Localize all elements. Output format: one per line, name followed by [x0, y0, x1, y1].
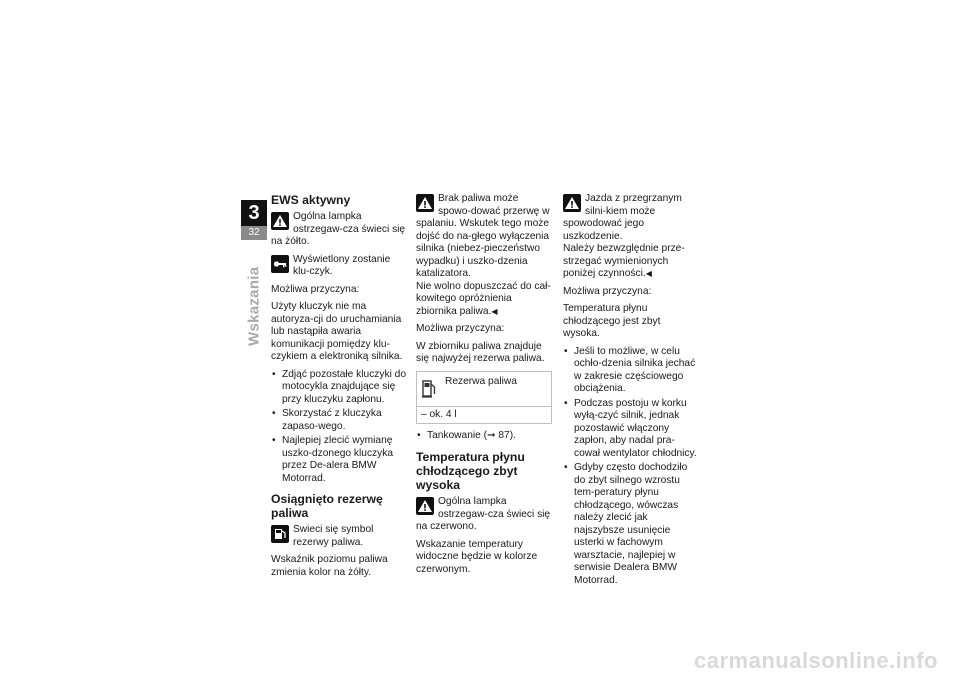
warning-block — [416, 193, 552, 281]
warning-block — [563, 193, 699, 243]
warning-text-2: Nie wolno dopuszczać do cał-kowitego opróżnienia zbiornika paliwa. ◀ — [416, 281, 552, 319]
dash-icon: – — [421, 408, 430, 420]
warning-triangle-icon — [271, 212, 289, 230]
page-number: 32 — [241, 226, 267, 240]
warning-text-2: Należy bezwzględnie prze-strzegać wymienionych poniżej czynności. ◀ — [563, 243, 699, 281]
list-item: • Skorzystać z kluczyka zapaso-wego. — [271, 408, 407, 433]
warning-triangle-icon — [416, 194, 434, 212]
chapter-label: Wskazania — [245, 266, 263, 346]
warning-text: Brak paliwa może spowo-dować przerwę w spalaniu. Wskutek tego może dojść do na-głego wyłączenia silnika (niebez-pieczeństwo wypadku) i uszko-dzenia katalizatora. — [416, 193, 550, 279]
heading-coolant: Temperatura płynu chłodzącego zbyt wysoka — [416, 450, 525, 492]
note-key — [271, 254, 407, 279]
chapter-tab — [241, 200, 267, 240]
chapter-number: 3 — [241, 200, 267, 226]
cause-text: Temperatura płynu chłodzącego jest zbyt wysoka. — [563, 303, 661, 339]
heading-ews: EWS aktywny — [271, 193, 351, 207]
note-text: Świeci się symbol rezerwy paliwa. — [293, 524, 374, 548]
note-text: Wyświetlony zostanie klu-czyk. — [293, 253, 391, 277]
fuel-reserve-table — [416, 371, 552, 424]
column-2 — [416, 193, 552, 581]
heading-fuel-reserve: Osiągnięto rezerwę paliwa — [271, 492, 383, 520]
note-fuel-symbol — [271, 524, 407, 549]
note-warning-light — [416, 496, 552, 534]
table-row — [417, 407, 551, 423]
list-item: • Podczas postoju w korku wyłą-czyć silnik, jednak pozostawić włączony zapłon, aby nadal pra-cował wentylator chłodnicy. — [563, 398, 699, 461]
paragraph: Wskazanie temperatury widoczne będzie w kolorze czerwonym. — [416, 538, 538, 575]
table-header-text: Rezerwa paliwa — [445, 375, 517, 387]
action-list — [416, 430, 552, 443]
paragraph: Wskaźnik poziomu paliwa zmienia kolor na żółty. — [271, 554, 388, 578]
table-header — [417, 372, 551, 407]
table-value: ok. 4 l — [429, 408, 457, 420]
list-item: • Gdyby często dochodziło do zbyt silnego wzrostu tem-peratury płynu chłodzącego, wówczas należy zlecić jak najszybsze usunięcie usterki w fachowym warsztacie, najlepiej w serwisie Dealera BMW Motorrad. — [563, 462, 699, 587]
cause-label: Możliwa przyczyna: — [271, 283, 360, 295]
cause-text: Użyty kluczyk nie ma autoryza-cji do uruchamiania lub nastąpiła awaria komunikacji pomiędzy klu-czykiem a elektroniką silnika. — [271, 301, 403, 362]
action-list — [563, 346, 699, 588]
cause-label: Możliwa przyczyna: — [563, 285, 652, 297]
warning-triangle-icon — [416, 497, 434, 515]
list-item: • Zdjąć pozostałe kluczyki do motocykla znajdujące się przy kluczyku zapłonu. — [271, 369, 407, 407]
column-1 — [271, 193, 407, 584]
note-text: Ogólna lampka ostrzegaw-cza świeci się na żółto. — [271, 211, 406, 247]
warning-triangle-icon — [563, 194, 581, 212]
list-item: • Jeśli to możliwe, w celu ochło-dzenia silnika jechać w zakresie częściowego obciążenia. — [563, 346, 699, 396]
warning-text: Jazda z przegrzanym silni-kiem może spowodować jego uszkodzenie. — [563, 193, 682, 242]
cause-label: Możliwa przyczyna: — [416, 323, 505, 334]
watermark: carmanualsonline.info — [694, 648, 938, 673]
note-warning-light — [271, 211, 407, 249]
list-item: • Tankowanie (➞ 87). — [416, 430, 552, 443]
fuel-pump-icon — [421, 378, 437, 400]
action-list — [271, 369, 407, 486]
cause-text: W zbiorniku paliwa znajduje się najwyżej rezerwa paliwa. — [416, 340, 545, 364]
list-item: • Najlepiej zlecić wymianę uszko-dzonego kluczyka przez De-alera BMW Motorrad. — [271, 435, 407, 485]
key-icon — [271, 255, 289, 273]
note-text: Ogólna lampka ostrzegaw-cza świeci się na czerwono. — [416, 496, 551, 532]
column-3 — [563, 193, 699, 592]
fuel-pump-icon — [271, 525, 289, 543]
